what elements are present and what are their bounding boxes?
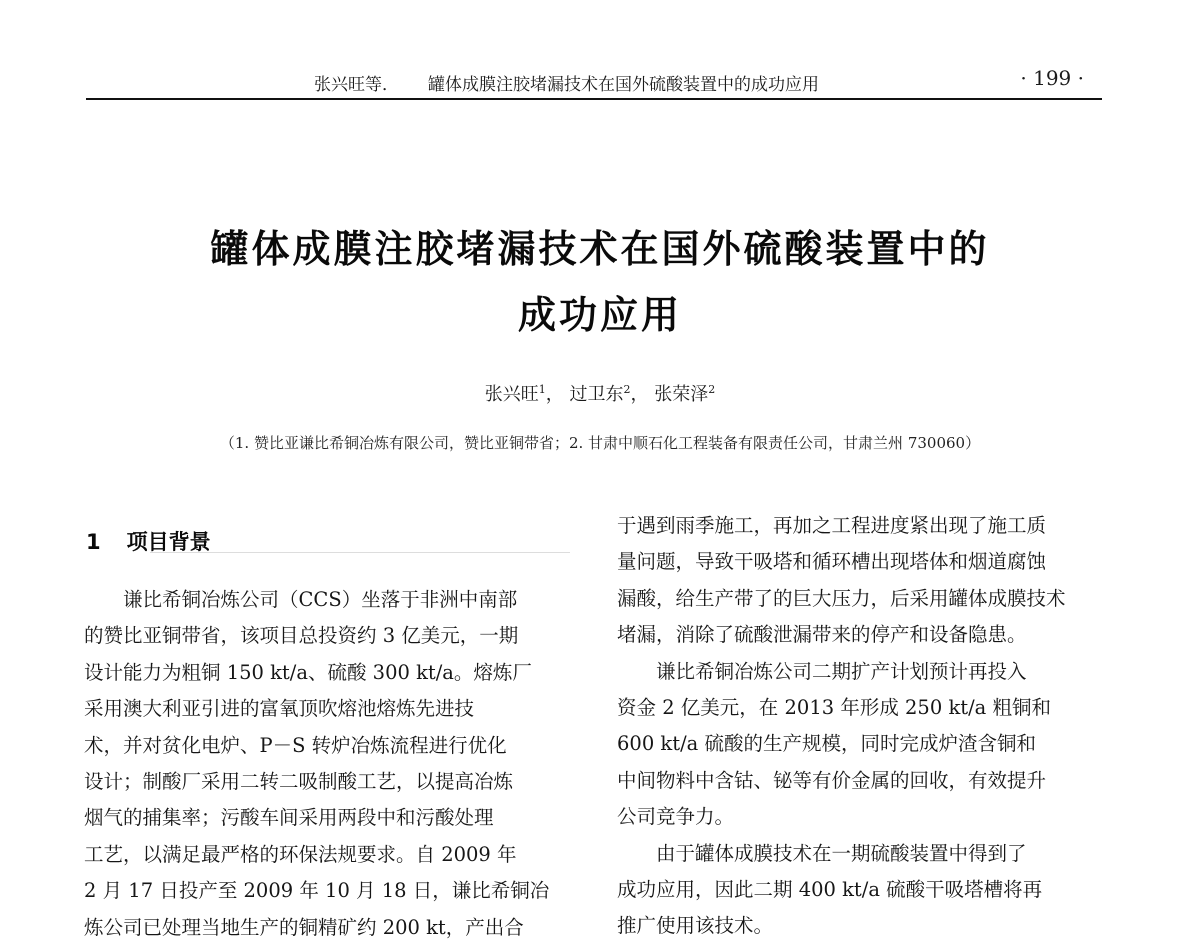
text-line: 谦比希铜冶炼公司二期扩产计划预计再投入 bbox=[617, 659, 1027, 683]
text-line: 公司竞争力。 bbox=[617, 805, 735, 829]
text-line: 成功应用，因此二期 400 kt/a 硫酸干吸塔槽将再 bbox=[617, 877, 1043, 901]
text-line: 2 月 17 日投产至 2009 年 10 月 18 日，谦比希铜冶 bbox=[84, 879, 550, 903]
left-column bbox=[84, 582, 560, 946]
text-line: 烟气的捕集率；污酸车间采用两段中和污酸处理 bbox=[84, 806, 494, 830]
author-name: 张荣泽 bbox=[654, 384, 709, 405]
text-line: 设计能力为粗铜 150 kt/a、硫酸 300 kt/a。熔炼厂 bbox=[84, 660, 532, 684]
text-line: 采用澳大利亚引进的富氧顶吹熔池熔炼先进技 bbox=[84, 697, 475, 721]
section-title: 项目背景 bbox=[126, 530, 211, 554]
text-line: 谦比希铜冶炼公司（CCS）坐落于非洲中南部 bbox=[84, 588, 518, 611]
author bbox=[654, 384, 715, 405]
affiliation-mark: 2 bbox=[708, 383, 716, 396]
section-number: 1 bbox=[86, 530, 101, 554]
text-line: 设计；制酸厂采用二转二吸制酸工艺，以提高冶炼 bbox=[84, 769, 514, 793]
author-separator: ， bbox=[630, 384, 649, 405]
author bbox=[485, 384, 564, 405]
text-line: 于遇到雨季施工，再加之工程进度紧出现了施工质 bbox=[617, 514, 1047, 537]
author-name: 过卫东 bbox=[569, 384, 624, 405]
affiliation: （1. 赞比亚谦比希铜冶炼有限公司，赞比亚铜带省；2. 甘肃中顺石化工程装备有限责任公司，甘肃兰州 730060） bbox=[219, 434, 981, 452]
text-line: 量问题，导致干吸塔和循环槽出现塔体和烟道腐蚀 bbox=[617, 550, 1047, 574]
text-line: 的赞比亚铜带省，该项目总投资约 3 亿美元，一期 bbox=[84, 624, 519, 648]
text-line: 漏酸，给生产带了的巨大压力，后采用罐体成膜技术 bbox=[617, 586, 1066, 610]
text-line: 推广使用该技术。 bbox=[617, 914, 774, 938]
affiliation-mark: 2 bbox=[623, 383, 631, 396]
page-number: · 199 · bbox=[1020, 66, 1084, 90]
article-title-line-2: 成功应用 bbox=[517, 293, 682, 337]
text-line: 600 kt/a 硫酸的生产规模，同时完成炉渣含铜和 bbox=[617, 732, 1036, 756]
affiliation-mark: 1 bbox=[538, 383, 546, 396]
text-line: 工艺，以满足最严格的环保法规要求。自 2009 年 bbox=[84, 842, 517, 866]
running-header-title: 罐体成膜注胶堵漏技术在国外硫酸装置中的成功应用 bbox=[428, 75, 819, 95]
author-name: 张兴旺 bbox=[484, 384, 539, 405]
text-line: 炼公司已处理当地生产的铜精矿约 200 kt，产出合 bbox=[84, 915, 524, 939]
article-title-line-1: 罐体成膜注胶堵漏技术在国外硫酸装置中的 bbox=[210, 227, 990, 271]
text-line: 中间物料中含钴、铋等有价金属的回收，有效提升 bbox=[617, 768, 1047, 792]
header-rule bbox=[86, 98, 1102, 100]
text-line: 堵漏，消除了硫酸泄漏带来的停产和设备隐患。 bbox=[617, 623, 1027, 647]
right-column bbox=[617, 508, 1093, 945]
text-line: 由于罐体成膜技术在一期硫酸装置中得到了 bbox=[617, 841, 1027, 865]
author-separator: ， bbox=[545, 384, 564, 405]
author bbox=[570, 384, 649, 405]
text-line: 资金 2 亿美元，在 2013 年形成 250 kt/a 粗铜和 bbox=[617, 695, 1051, 719]
text-line: 术，并对贫化电炉、P－S 转炉冶炼流程进行优化 bbox=[84, 733, 507, 757]
author-list bbox=[0, 380, 1200, 406]
divider bbox=[150, 552, 570, 553]
running-header-authors: 张兴旺等． bbox=[314, 75, 399, 95]
running-header bbox=[86, 66, 1102, 96]
